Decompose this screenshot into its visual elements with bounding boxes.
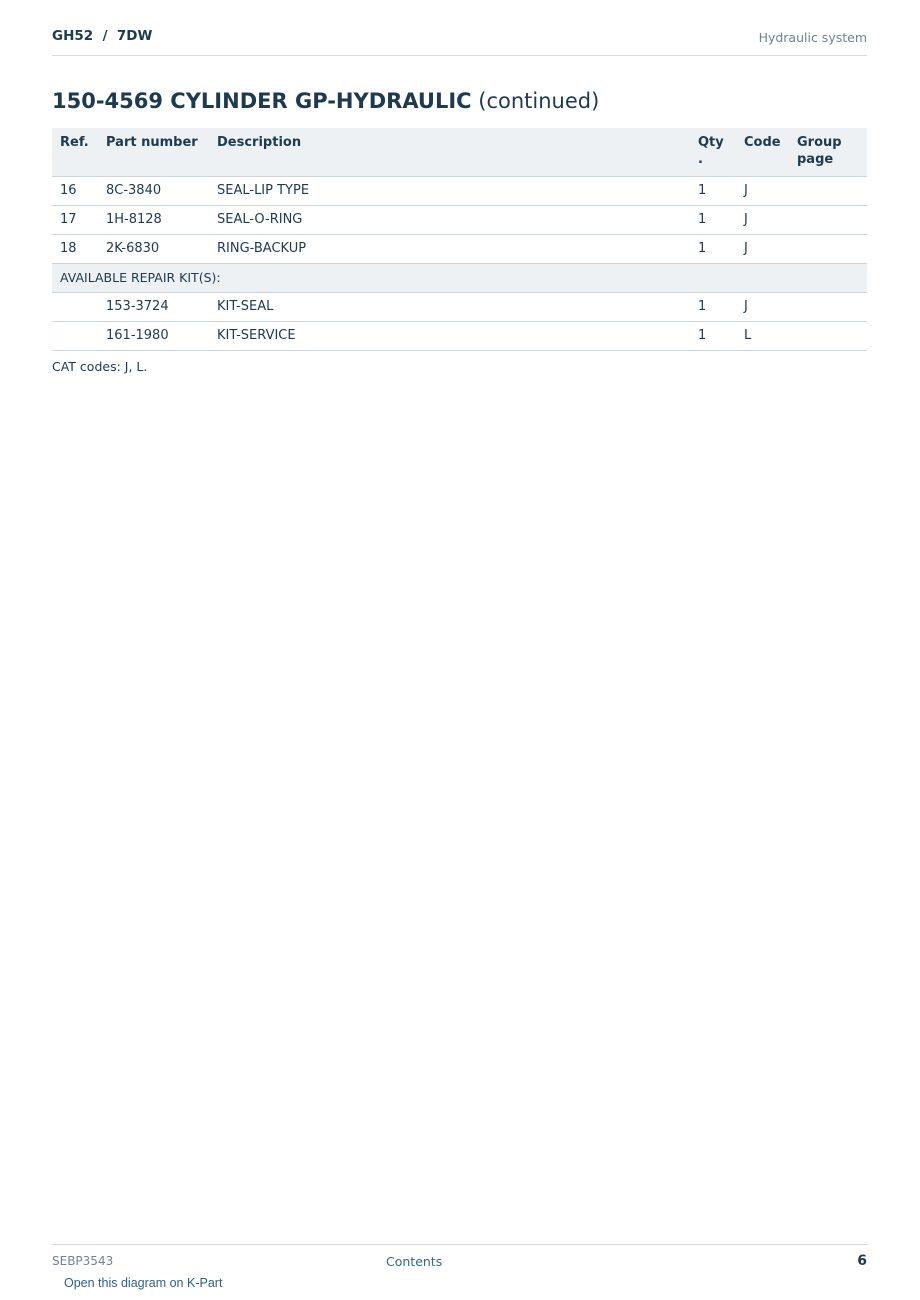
- repair-kits-label: AVAILABLE REPAIR KIT(S):: [52, 264, 867, 293]
- column-header-qty: Qty .: [690, 128, 736, 177]
- cell-description: KIT-SEAL: [209, 293, 690, 322]
- cell-qty: 1: [690, 235, 736, 264]
- cell-qty: 1: [690, 322, 736, 351]
- cell-code: J: [736, 206, 789, 235]
- table-row: [52, 322, 867, 351]
- table-row: [52, 293, 867, 322]
- cell-code: J: [736, 177, 789, 206]
- cell-ref: 16: [52, 177, 98, 206]
- cell-part-number: 2K-6830: [98, 235, 209, 264]
- page-number: 6: [857, 1253, 867, 1269]
- repair-kits-section-row: [52, 264, 867, 293]
- parts-table: [52, 128, 867, 351]
- cell-part-number: 8C-3840: [98, 177, 209, 206]
- cell-part-number: 153-3724: [98, 293, 209, 322]
- footer-document-reference: SEBP3543: [52, 1254, 114, 1268]
- cell-code: J: [736, 235, 789, 264]
- table-header-row: [52, 128, 867, 177]
- table-row: [52, 235, 867, 264]
- cell-code: J: [736, 293, 789, 322]
- cell-description: SEAL-O-RING: [209, 206, 690, 235]
- page-header: [52, 28, 867, 56]
- title-suffix: (continued): [478, 89, 600, 113]
- column-header-part-number: Part number: [98, 128, 209, 177]
- column-header-group-page: Group page: [789, 128, 867, 177]
- cell-group-page: [789, 293, 867, 322]
- contents-link[interactable]: Contents: [386, 1254, 443, 1269]
- cell-ref: [52, 322, 98, 351]
- cell-part-number: 1H-8128: [98, 206, 209, 235]
- cell-ref: 17: [52, 206, 98, 235]
- table-row: [52, 206, 867, 235]
- cell-part-number: 161-1980: [98, 322, 209, 351]
- cell-group-page: [789, 235, 867, 264]
- cell-ref: 18: [52, 235, 98, 264]
- column-header-description: Description: [209, 128, 690, 177]
- document-id: GH52 / 7DW: [52, 28, 153, 44]
- open-diagram-kpart-link[interactable]: Open this diagram on K-Part: [64, 1276, 223, 1290]
- column-header-code: Code: [736, 128, 789, 177]
- cell-qty: 1: [690, 206, 736, 235]
- title-main: 150-4569 CYLINDER GP-HYDRAULIC: [52, 89, 472, 113]
- cell-group-page: [789, 177, 867, 206]
- column-header-ref: Ref.: [52, 128, 98, 177]
- cell-code: L: [736, 322, 789, 351]
- cell-ref: [52, 293, 98, 322]
- cell-group-page: [789, 206, 867, 235]
- section-name: Hydraulic system: [758, 30, 867, 45]
- cat-codes-note: CAT codes: J, L.: [52, 359, 148, 374]
- cell-description: RING-BACKUP: [209, 235, 690, 264]
- cell-description: KIT-SERVICE: [209, 322, 690, 351]
- table-row: [52, 177, 867, 206]
- cell-qty: 1: [690, 177, 736, 206]
- cell-qty: 1: [690, 293, 736, 322]
- page-title: [52, 89, 599, 113]
- cell-group-page: [789, 322, 867, 351]
- page-footer: [52, 1244, 867, 1275]
- cell-description: SEAL-LIP TYPE: [209, 177, 690, 206]
